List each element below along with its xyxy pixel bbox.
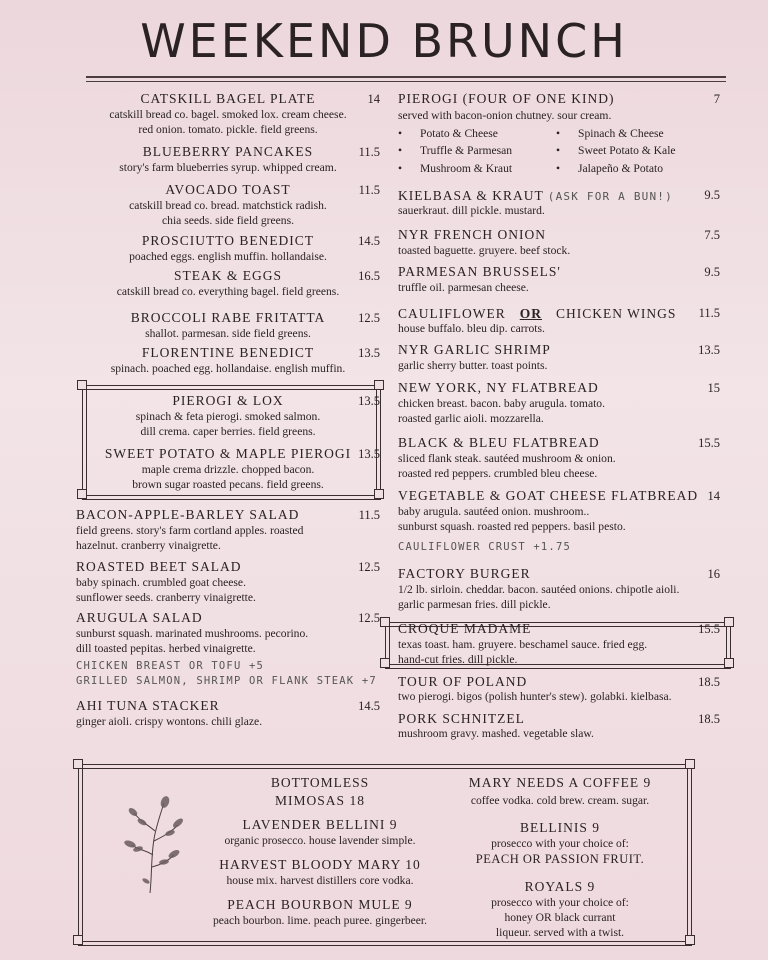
item-note: (ASK FOR A BUN!): [547, 190, 673, 203]
frame-corner: [724, 617, 734, 627]
pierogi-option: • Sweet Potato & Kale: [578, 144, 676, 157]
item-name: PROSCIUTTO BENEDICT: [141, 233, 315, 248]
item-price: 18.5: [698, 712, 720, 726]
or-word: OR: [519, 306, 542, 321]
frame-corner: [73, 759, 83, 769]
addon-note: CHICKEN BREAST OR TOFU +5: [76, 660, 265, 672]
item-price: 16.5: [358, 269, 380, 283]
item-desc: toasted baguette. gruyere. beef stock.: [398, 244, 571, 257]
item-desc: catskill bread co. bagel. smoked lox. cream cheese.: [109, 108, 347, 121]
item-desc: served with bacon-onion chutney. sour cream.: [398, 109, 612, 122]
item-name: NYR FRENCH ONION: [398, 227, 547, 242]
item-name: FACTORY BURGER: [398, 566, 531, 581]
item-price: 12.5: [358, 560, 380, 574]
item-desc: shallot. parmesan. side field greens.: [145, 327, 311, 340]
item-name: ARUGULA SALAD: [76, 610, 203, 625]
frame-corner: [685, 759, 695, 769]
item-desc: roasted red peppers. crumbled bleu cheese.: [398, 467, 598, 480]
item-desc: catskill bread co. everything bagel. field greens.: [116, 285, 340, 298]
item-name: SWEET POTATO & MAPLE PIEROGI: [104, 446, 352, 461]
frame-corner: [73, 935, 83, 945]
item-desc: brown sugar roasted pecans. field greens.: [132, 478, 324, 491]
item-desc: 1/2 lb. sirloin. cheddar. bacon. sautéed onions. chipotle aioli.: [398, 583, 680, 596]
item-name: KIELBASA & KRAUT: [398, 188, 544, 203]
drink-desc: liqueur. served with a twist.: [495, 926, 625, 939]
item-price: 12.5: [358, 311, 380, 325]
frame-corner: [724, 658, 734, 668]
item-price: 14: [367, 92, 380, 106]
item-desc: story's farm blueberries syrup. whipped cream.: [119, 161, 337, 174]
addon-note: GRILLED SALMON, SHRIMP OR FLANK STEAK +7: [76, 675, 377, 687]
item-desc: ginger aioli. crispy wontons. chili glaze.: [76, 715, 263, 728]
item-desc: sunflower seeds. cranberry vinaigrette.: [76, 591, 256, 604]
drink-desc: prosecco with your choice of:: [491, 837, 629, 850]
item-price: 7: [713, 92, 720, 106]
item-price: 15.5: [698, 436, 720, 450]
drink-name: LAVENDER BELLINI 9: [242, 817, 398, 832]
item-name: BLUEBERRY PANCAKES: [142, 144, 314, 159]
pierogi-option: • Potato & Cheese: [420, 127, 498, 140]
drink-name: BELLINIS 9: [519, 820, 601, 835]
item-price: 12.5: [358, 611, 380, 625]
item-desc: catskill bread co. bread. matchstick radish.: [129, 199, 327, 212]
item-desc: chia seeds. side field greens.: [162, 214, 294, 227]
drink-desc: PEACH OR PASSION FRUIT.: [475, 852, 645, 866]
item-desc: sliced flank steak. sautéed mushroom & onion.: [398, 452, 616, 465]
item-name: NEW YORK, NY FLATBREAD: [398, 380, 599, 395]
item-desc: sunburst squash. marinated mushrooms. pecorino.: [76, 627, 309, 640]
item-desc: baby spinach. crumbled goat cheese.: [76, 576, 246, 589]
item-price: 11.5: [358, 508, 380, 522]
drink-desc: peach bourbon. lime. peach puree. gingerbeer.: [212, 914, 428, 927]
drink-desc: house mix. harvest distillers core vodka.: [226, 874, 414, 887]
drink-desc: honey OR black currant: [504, 911, 616, 924]
drink-desc: organic prosecco. house lavender simple.: [224, 834, 416, 847]
item-price: 15.5: [698, 622, 720, 636]
pierogi-option: • Jalapeño & Potato: [578, 162, 663, 175]
item-price: 13.5: [358, 447, 380, 461]
item-desc: house buffalo. bleu dip. carrots.: [398, 322, 545, 335]
item-desc: garlic sherry butter. toast points.: [398, 359, 548, 372]
frame-corner: [374, 380, 384, 390]
item-price: 11.5: [358, 145, 380, 159]
frame-corner: [77, 380, 87, 390]
item-name: STEAK & EGGS: [173, 268, 282, 283]
item-desc: field greens. story's farm cortland apples. roasted: [76, 524, 304, 537]
item-desc: mushroom gravy. mashed. vegetable slaw.: [398, 727, 594, 740]
item-name: PIEROGI & LOX: [172, 393, 284, 408]
item-name: CHICKEN WINGS: [556, 306, 677, 321]
item-price: 7.5: [704, 228, 720, 242]
item-desc: hazelnut. cranberry vinaigrette.: [76, 539, 221, 552]
item-desc: hand-cut fries. dill pickle.: [398, 653, 518, 666]
drink-name: PEACH BOURBON MULE 9: [227, 897, 413, 912]
item-name: FLORENTINE BENEDICT: [141, 345, 315, 360]
item-name: PIEROGI (FOUR OF ONE KIND): [398, 91, 615, 106]
item-price: 9.5: [704, 188, 720, 202]
item-name: BROCCOLI RABE FRITATTA: [130, 310, 326, 325]
item-name: PORK SCHNITZEL: [398, 711, 525, 726]
drink-name: BOTTOMLESS: [270, 775, 370, 790]
item-name: TOUR OF POLAND: [398, 674, 528, 689]
item-name: AHI TUNA STACKER: [76, 698, 220, 713]
item-desc: roasted garlic aioli. mozzarella.: [398, 412, 544, 425]
item-desc: spinach & feta pierogi. smoked salmon.: [135, 410, 321, 423]
menu-title: WEEKEND BRUNCH: [140, 14, 628, 68]
drink-name: HARVEST BLOODY MARY 10: [219, 857, 421, 872]
item-desc: sauerkraut. dill pickle. mustard.: [398, 204, 545, 217]
frame-corner: [380, 617, 390, 627]
pierogi-option: • Truffle & Parmesan: [420, 144, 512, 157]
title-rule-thin: [86, 81, 726, 82]
item-desc: texas toast. ham. gruyere. beschamel sauce. fried egg.: [398, 638, 648, 651]
item-name: ROASTED BEET SALAD: [76, 559, 242, 574]
drink-name: ROYALS 9: [524, 879, 596, 894]
title-rule: [86, 76, 726, 78]
item-name: CATSKILL BAGEL PLATE: [140, 91, 316, 106]
item-name: VEGETABLE & GOAT CHEESE FLATBREAD: [398, 488, 699, 503]
drink-name: MIMOSAS 18: [275, 793, 365, 808]
item-desc: chicken breast. bacon. baby arugula. tomato.: [398, 397, 606, 410]
item-desc: dill toasted pepitas. herbed vinaigrette.: [76, 642, 256, 655]
item-desc: maple crema drizzle. chopped bacon.: [141, 463, 315, 476]
item-desc: dill crema. caper berries. field greens.: [140, 425, 316, 438]
item-name: NYR GARLIC SHRIMP: [398, 342, 551, 357]
item-price: 9.5: [704, 265, 720, 279]
item-desc: garlic parmesan fries. dill pickle.: [398, 598, 551, 611]
item-desc: spinach. poached egg. hollandaise. english muffin.: [110, 362, 346, 375]
item-name: AVOCADO TOAST: [165, 182, 291, 197]
addon-note: CAULIFLOWER CRUST +1.75: [398, 541, 571, 553]
item-desc: baby arugula. sautéed onion. mushroom..: [398, 505, 590, 518]
item-name: BLACK & BLEU FLATBREAD: [398, 435, 600, 450]
item-price: 13.5: [698, 343, 720, 357]
item-price: 14: [707, 489, 720, 503]
item-price: 11.5: [358, 183, 380, 197]
item-price: 16: [707, 567, 720, 581]
item-price: 15: [707, 381, 720, 395]
item-desc: poached eggs. english muffin. hollandaise.: [129, 250, 327, 263]
item-name: CROQUE MADAME: [398, 621, 532, 636]
item-desc: truffle oil. parmesan cheese.: [398, 281, 529, 294]
drink-name: MARY NEEDS A COFFEE 9: [468, 775, 652, 790]
item-name: BACON-APPLE-BARLEY SALAD: [76, 507, 300, 522]
item-price: 14.5: [358, 699, 380, 713]
pierogi-option: • Spinach & Cheese: [578, 127, 664, 140]
item-price: 11.5: [698, 306, 720, 320]
item-desc: sunburst squash. roasted red peppers. basil pesto.: [398, 520, 626, 533]
pierogi-option: • Mushroom & Kraut: [420, 162, 512, 175]
frame-corner: [380, 658, 390, 668]
item-price: 13.5: [358, 346, 380, 360]
item-name: CAULIFLOWER: [398, 306, 506, 321]
drink-desc: coffee vodka. cold brew. cream. sugar.: [470, 794, 650, 807]
item-price: 18.5: [698, 675, 720, 689]
item-price: 14.5: [358, 234, 380, 248]
botanical-sprig-icon: [118, 795, 188, 895]
drink-desc: prosecco with your choice of:: [491, 896, 629, 909]
item-name: PARMESAN BRUSSELS': [398, 264, 561, 279]
item-desc: red onion. tomato. pickle. field greens.: [138, 123, 318, 136]
item-price: 13.5: [358, 394, 380, 408]
item-desc: two pierogi. bigos (polish hunter's stew). golabki. kielbasa.: [398, 690, 672, 703]
